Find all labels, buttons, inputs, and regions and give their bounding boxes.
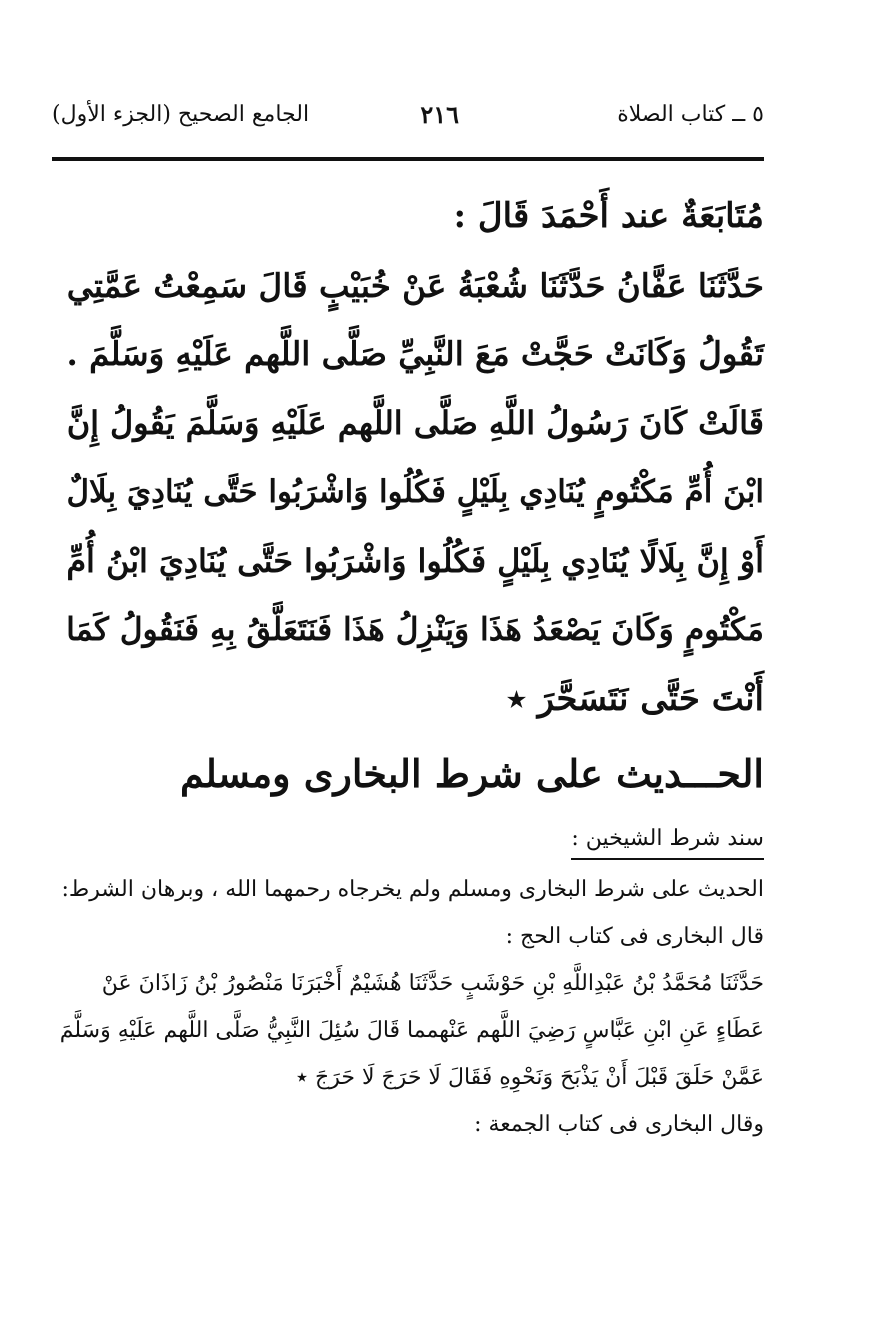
section-heading: الحـــديث على شرط البخارى ومسلم xyxy=(180,751,764,796)
small-text-line: حَدَّثَنَا مُحَمَّدُ بْنُ عَبْدِاللَّهِ بْنِ حَوْشَبٍ حَدَّثَنَا هُشَيْمٌ أَخْبَرَنَا مَنْصُورُ بْنُ زَاذَانَ عَنْ xyxy=(101,971,764,996)
text-line: مَكْتُومٍ وَكَانَ يَصْعَدُ هَذَا وَيَنْزِلُ هَذَا فَنَتَعَلَّقُ بِهِ فَنَقُولُ كَمَا xyxy=(66,612,764,648)
page-number: ٢١٦ xyxy=(420,100,459,129)
page-body xyxy=(52,182,764,1148)
section-subheading: سند شرط الشيخين : xyxy=(571,822,764,860)
subhead-wrap xyxy=(52,822,764,860)
text-line: أَوْ إِنَّ بِلَالًا يُنَادِي بِلَيْلٍ فَكُلُوا وَاشْرَبُوا حَتَّى يُنَادِيَ ابْنُ أُمِّ xyxy=(66,543,764,580)
text-line: ابْنَ أُمِّ مَكْتُومٍ يُنَادِي بِلَيْلٍ فَكُلُوا وَاشْرَبُوا حَتَّى يُنَادِيَ بِلَالٌ xyxy=(66,474,764,510)
book-title: الجامع الصحيح (الجزء الأول) xyxy=(52,102,310,127)
chapter-title: ٥ ــ كتاب الصلاة xyxy=(617,102,764,127)
small-text-line: عَمَّنْ حَلَقَ قَبْلَ أَنْ يَذْبَحَ وَنَحْوِهِ فَقَالَ لَا حَرَجَ لَا حَرَجَ ٭ xyxy=(296,1065,764,1090)
small-text-line: الحديث على شرط البخارى ومسلم ولم يخرجاه رحمهما الله ، وبرهان الشرط: xyxy=(61,877,764,902)
text-line: تَقُولُ وَكَانَتْ حَجَّتْ مَعَ النَّبِيِّ صَلَّى اللَّهم عَلَيْهِ وَسَلَّمَ . xyxy=(66,335,764,373)
text-line: قَالَتْ كَانَ رَسُولُ اللَّهِ صَلَّى اللَّهم عَلَيْهِ وَسَلَّمَ يَقُولُ إِنَّ xyxy=(66,404,764,442)
small-text-line: عَطَاءٍ عَنِ ابْنِ عَبَّاسٍ رَضِيَ اللَّهم عَنْهمما قَالَ سُئِلَ النَّبِيُّ صَلَّى اللَّهم عَلَيْهِ وَسَلَّمَ xyxy=(59,1018,764,1043)
small-text-line: قال البخارى فى كتاب الحج : xyxy=(505,924,764,949)
text-line: أَنْتَ حَتَّى نَتَسَحَّرَ ٭ xyxy=(507,679,764,719)
header-divider xyxy=(52,157,764,161)
text-line: مُتَابَعَةٌ عند أَحْمَدَ قَالَ : xyxy=(453,196,764,236)
text-line: حَدَّثَنَا عَفَّانُ حَدَّثَنَا شُعْبَةُ عَنْ خُبَيْبٍ قَالَ سَمِعْتُ عَمَّتِي xyxy=(66,266,764,305)
page-header xyxy=(52,96,764,146)
small-text-line: وقال البخارى فى كتاب الجمعة : xyxy=(474,1112,764,1137)
isnad-block xyxy=(52,866,764,1148)
